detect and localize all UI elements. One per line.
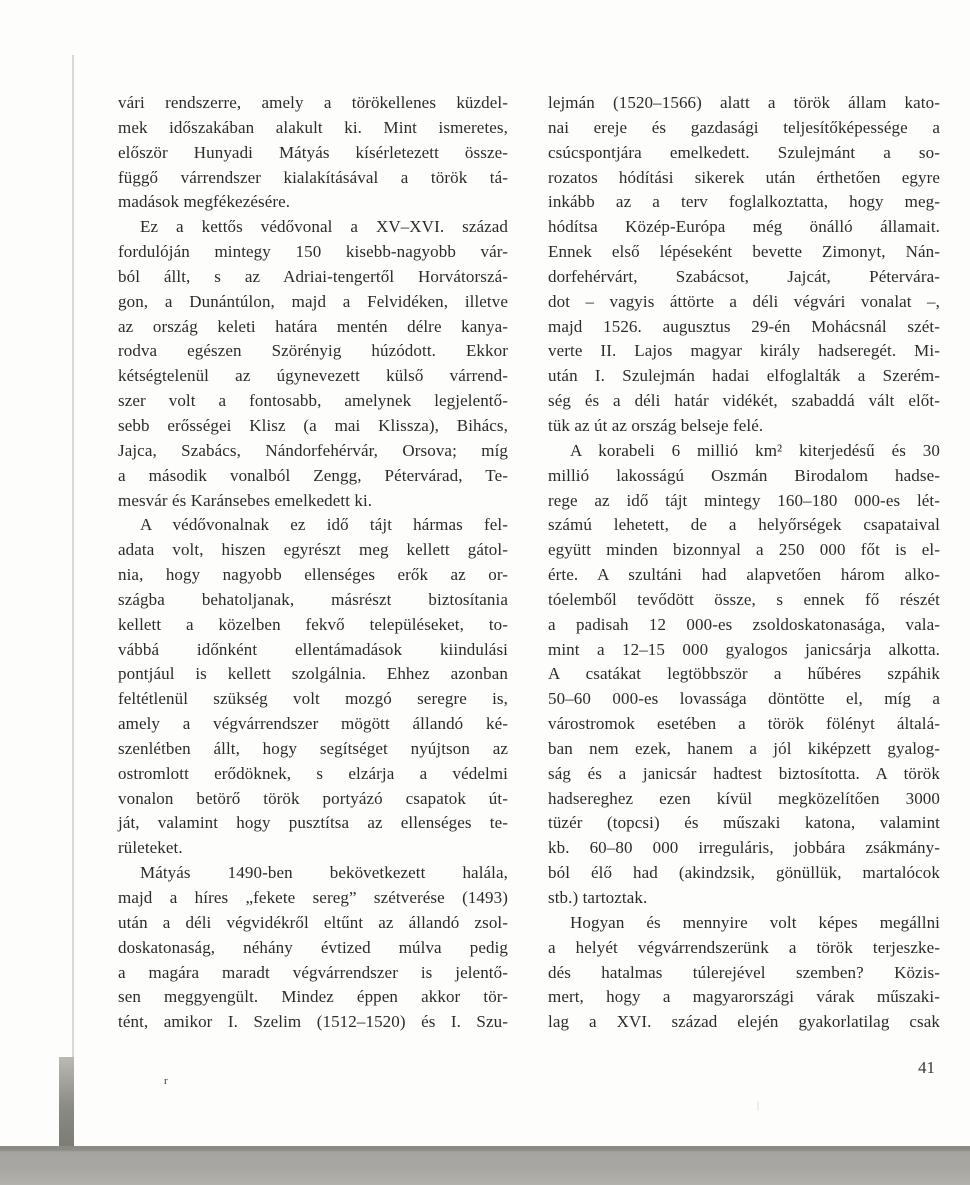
text-line: a helyét végvárrendszerünk a török terjeszke- [548,937,940,957]
text-line: vári rendszerre, amely a törökellenes küzdel- [118,93,508,112]
text-line: után a déli végvidékről eltűnt az állandó zsol- [118,912,508,932]
text-line: majd 1526. augusztus 29-én Mohácsnál szét- [548,316,940,336]
text-line: az ország keleti határa mentén délre kanya- [118,316,508,336]
text-line: tént, amikor I. Szelim (1512–1520) és I. Szu- [118,1012,508,1032]
text-line: dés hatalmas túlerejével szemben? Közis- [548,962,940,982]
text-line: ból élő had (akindzsik, gönüllük, martalócok [548,863,940,883]
text-line: tóelemből tevődött össze, s ennek fő részét [548,589,940,609]
text-line: A korabeli 6 millió km² kiterjedésű és 30 [570,440,940,460]
paragraph [548,911,940,1035]
text-line: Ez a kettős védővonal a XV–XVI. század [140,217,508,237]
text-line: rozatos hódítási sikerek után érthetően egyre [548,167,940,187]
paragraph [118,91,508,215]
text-line: számú lehetett, de a helyőrségek csapataival [548,515,940,535]
text-line: dot – vagyis áttörte a déli végvári vonalat –, [548,291,940,311]
text-line: mert, hogy a magyarországi várak műszaki- [548,987,940,1007]
text-line: csúcspontjára emelkedett. Szulejmánt a so- [548,142,940,162]
text-line: majd a híres „fekete sereg” szétverése (1493) [118,888,508,907]
paragraph [118,861,508,1035]
text-line: először Hunyadi Mátyás kísérletezett össze- [118,142,508,162]
text-line: stb.) tartoztak. [548,888,648,907]
text-line: Ennek első lépéseként bevette Zimonyt, Nán- [548,242,940,262]
paragraph [118,215,508,513]
text-line: doskatonaság, néhány évtized múlva pedig [118,937,508,957]
text-line: mesvár és Karánsebes emelkedett ki. [118,490,373,510]
text-line: Hogyan és mennyire volt képes megállni [570,912,940,932]
text-line: madások megfékezésére. [118,192,291,212]
text-line: Mátyás 1490-ben bekövetkezett halála, [140,863,508,883]
text-line: Jajca, Szabács, Nándorfehérvár, Orsova; míg [118,440,508,460]
text-line: gon, a Dunántúlon, majd a Felvidéken, illetve [118,291,508,311]
text-line: vábbá időnként ellentámadások kiindulási [118,639,508,659]
text-line: együtt minden bizonnyal a 250 000 főt is el- [548,540,940,560]
text-line: tük az út az ország belseje felé. [548,415,764,435]
text-line: verte II. Lajos magyar király hadseregét. Mi- [548,341,940,361]
text-line: mint a 12–15 000 gyalogos janicsárja alkotta. [548,639,940,659]
text-line: adata volt, hiszen egyrészt meg kellett gátol- [118,540,508,560]
text-line: mek időszakában alakult ki. Mint ismeretes, [118,117,508,137]
text-line: hódítsa Közép-Európa még önálló államait. [548,217,940,237]
text-line: A védővonalnak ez idő tájt hármas fel- [140,515,508,535]
text-line: a magára maradt végvárrendszer is jelentő- [118,962,508,982]
text-line: a padisah 12 000-es zsoldoskatonasága, vala- [548,614,940,634]
paragraph [118,513,508,861]
text-line: kétségtelenül az úgynevezett külső várrend- [118,366,508,386]
text-line: nia, hogy nagyobb ellenséges erők az or- [118,565,508,585]
page-bottom-edge-shadow [0,1146,970,1185]
text-line: a második vonalból Zengg, Pétervárad, Te- [118,465,508,485]
text-line: A csatákat legtöbbször a hűbéres szpáhik [548,664,940,684]
text-line: után I. Szulejmán hadai elfoglalták a Szerém- [548,366,940,386]
text-line: vonalon betörő török portyázó csapatok út- [118,788,508,808]
text-line: kellett a közelben fekvő településeket, to- [118,614,508,634]
paragraph [548,91,940,439]
text-column-left [118,91,508,1035]
text-line: érte. A szultáni had alapvetően három alko- [548,565,940,585]
text-line: nai ereje és gazdasági teljesítőképessége a [548,117,940,137]
text-line: tüzér (topcsi) és műszaki katona, valamint [548,813,940,833]
text-line: ostromlott erődöknek, s elzárja a védelmi [118,763,508,783]
text-line: millió lakosságú Oszmán Birodalom hadse- [548,465,940,485]
text-line: fordulóján mintegy 150 kisebb-nagyobb vár- [118,242,508,262]
text-line: szágba behatoljanak, másrészt biztosítania [118,589,508,609]
text-line: függő várrendszer kialakításával a török tá- [118,167,508,187]
text-line: feltétlenül szükség volt mozgó seregre is, [118,689,508,709]
text-line: szer volt a fontosabb, amelynek legjelentő- [118,391,508,411]
text-line: ban nem ezek, hanem a jól kiképzett gyalog- [548,738,940,758]
text-line: lag a XVI. század elején gyakorlatilag csak [548,1012,940,1032]
text-line: dorfehérvárt, Szabácsot, Jajcát, Pétervára- [548,266,940,286]
text-line: sen meggyengült. Mindez éppen akkor tör- [118,987,508,1007]
text-line: pontjául is kellett szolgálnia. Ehhez azonban [118,664,508,684]
text-line: ból állt, s az Adriai-tengertől Horvátorszá- [118,266,508,286]
text-line: amely a végvárrendszer mögött állandó ké- [118,714,508,734]
scan-stray-mark: r [164,1075,168,1087]
text-line: ság és a janicsár hadtest biztosította. A török [548,763,940,783]
text-line: hadsereghez ezen kívül megközelítően 3000 [548,788,940,808]
text-line: rege az idő tájt mintegy 160–180 000-es lét- [548,490,940,510]
text-line: kb. 60–80 000 irreguláris, jobbára zsákmány- [548,838,940,858]
scan-stray-mark: | [757,1100,760,1111]
page-number: 41 [918,1058,935,1077]
paragraph [548,439,940,911]
text-line: ség és a déli határ vidékét, szabaddá vált előt- [548,391,940,411]
text-line: rületeket. [118,838,183,858]
text-line: lejmán (1520–1566) alatt a török állam kato- [548,93,940,112]
text-line: inkább az a terv foglalkoztatta, hogy meg- [548,192,940,212]
text-line: 50–60 000-es lovassága döntötte el, míg a [548,689,940,709]
text-line: sebb erősségei Klisz (a mai Klissza), Bihács, [118,415,508,435]
text-line: ját, valamint hogy pusztítsa az ellenséges te- [118,813,508,833]
page-fold-line [72,55,74,1147]
text-line: várostromok esetében a török fölényt általá- [548,714,940,734]
text-line: rodva egészen Szörényig húzódott. Ekkor [118,341,508,361]
text-column-right [548,91,940,1035]
text-line: szenlétben állt, hogy segítséget nyújtson az [118,738,508,758]
